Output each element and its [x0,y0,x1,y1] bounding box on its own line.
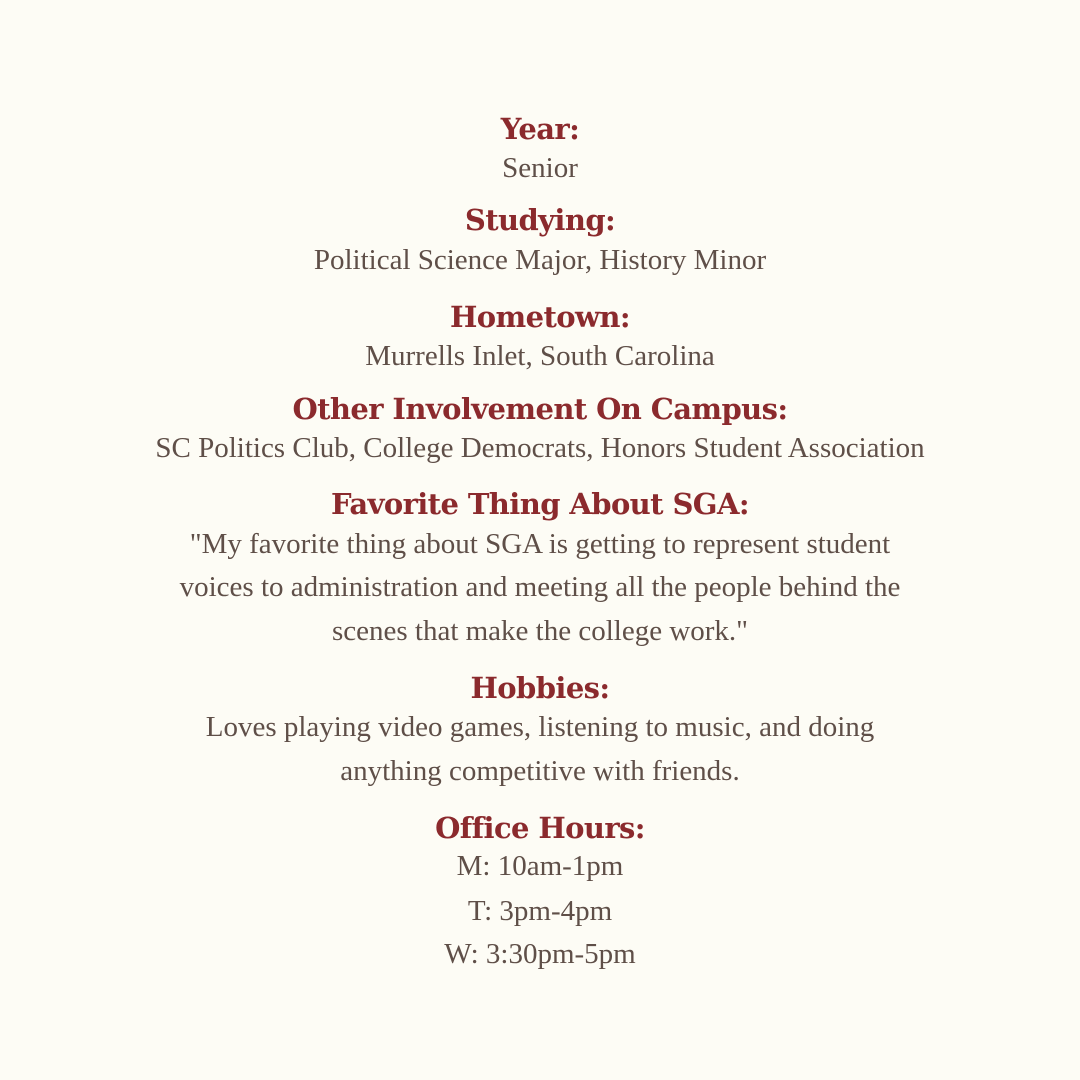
year-value: Senior [502,152,578,184]
involvement-value: SC Politics Club, College Democrats, Honors Student Association [155,432,925,464]
office-hours-monday: M: 10am-1pm [456,850,624,882]
studying-value: Political Science Major, History Minor [313,244,767,276]
studying-heading: Studying: [464,203,616,237]
office-hours-tuesday: T: 3pm-4pm [467,895,613,927]
hometown-heading: Hometown: [450,300,630,334]
involvement-heading: Other Involvement On Campus: [292,392,788,426]
office-hours-heading: Office Hours: [435,811,645,845]
favorite-sga-line-3: scenes that make the college work." [331,615,749,647]
office-hours-wednesday: W: 3:30pm-5pm [444,938,636,970]
hobbies-heading: Hobbies: [470,671,610,705]
hometown-value: Murrells Inlet, South Carolina [365,340,715,372]
hobbies-line-2: anything competitive with friends. [340,755,740,787]
favorite-sga-line-1: "My favorite thing about SGA is getting to represent student [189,528,891,560]
year-heading: Year: [500,112,580,146]
hobbies-line-1: Loves playing video games, listening to music, and doing [205,711,875,743]
favorite-sga-heading: Favorite Thing About SGA: [331,487,749,521]
favorite-sga-line-2: voices to administration and meeting all the people behind the [179,571,901,603]
